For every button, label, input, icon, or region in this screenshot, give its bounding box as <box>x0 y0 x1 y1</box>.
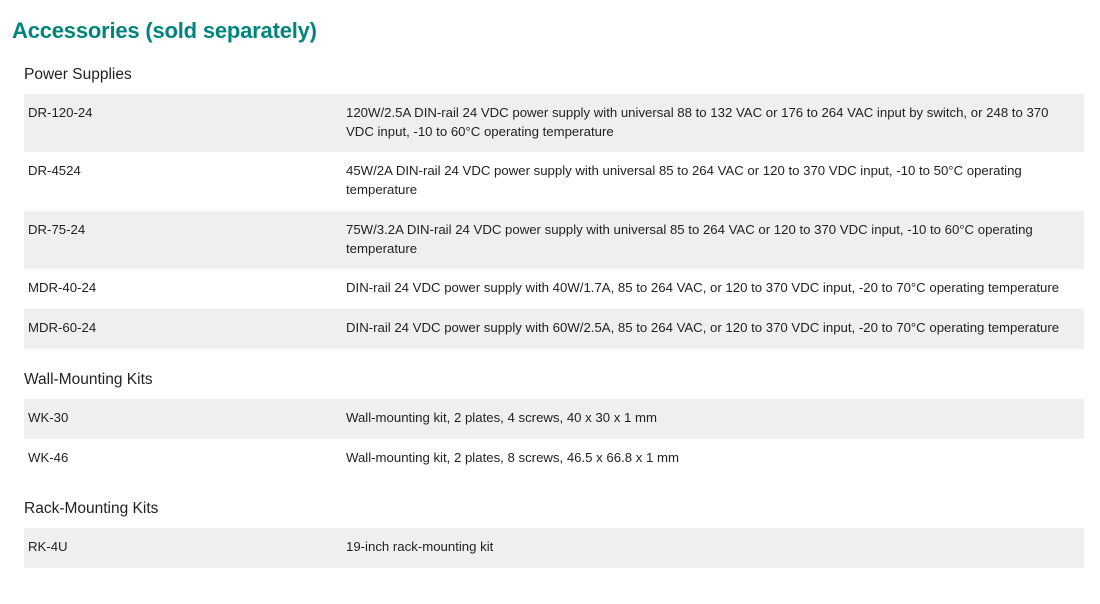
model-cell: DR-75-24 <box>24 211 334 269</box>
model-cell: MDR-40-24 <box>24 269 334 309</box>
model-cell: DR-120-24 <box>24 94 334 152</box>
accessories-page <box>0 18 1100 604</box>
page-title: Accessories (sold separately) <box>12 18 317 43</box>
section-power-supplies <box>0 66 1100 349</box>
description-cell: DIN-rail 24 VDC power supply with 40W/1.7A, 85 to 264 VAC, or 120 to 370 VDC input, -20 to 70°C operating temperature <box>334 269 1084 309</box>
description-cell: Wall-mounting kit, 2 plates, 8 screws, 46.5 x 66.8 x 1 mm <box>334 439 1084 479</box>
description-cell: 19-inch rack-mounting kit <box>334 528 1084 568</box>
table-row <box>24 399 1084 439</box>
section-heading: Rack-Mounting Kits <box>24 500 159 518</box>
section-heading: Wall-Mounting Kits <box>24 370 153 388</box>
table-row <box>24 528 1084 568</box>
model-cell: RK-4U <box>24 528 334 568</box>
description-cell: 75W/3.2A DIN-rail 24 VDC power supply with universal 85 to 264 VAC or 120 to 370 VDC input, -10 to 60°C operating temperature <box>334 211 1084 269</box>
accessories-table <box>24 94 1084 349</box>
model-cell: WK-46 <box>24 439 334 479</box>
model-cell: DR-4524 <box>24 152 334 210</box>
description-cell: 120W/2.5A DIN-rail 24 VDC power supply with universal 88 to 132 VAC or 176 to 264 VAC input by switch, or 248 to 370 VDC input, -10 to 60°C operating temperature <box>334 94 1084 152</box>
table-row <box>24 269 1084 309</box>
section-wall-mounting-kits <box>0 371 1100 478</box>
section-rack-mounting-kits <box>0 500 1100 568</box>
description-cell: DIN-rail 24 VDC power supply with 60W/2.5A, 85 to 264 VAC, or 120 to 370 VDC input, -20 to 70°C operating temperature <box>334 309 1084 349</box>
description-cell: 45W/2A DIN-rail 24 VDC power supply with universal 85 to 264 VAC or 120 to 370 VDC input, -10 to 50°C operating temperature <box>334 152 1084 210</box>
accessories-table <box>24 528 1084 568</box>
description-cell: Wall-mounting kit, 2 plates, 4 screws, 40 x 30 x 1 mm <box>334 399 1084 439</box>
table-row <box>24 152 1084 210</box>
table-row <box>24 94 1084 152</box>
accessories-table <box>24 399 1084 478</box>
table-row <box>24 439 1084 479</box>
model-cell: MDR-60-24 <box>24 309 334 349</box>
model-cell: WK-30 <box>24 399 334 439</box>
section-heading: Power Supplies <box>24 66 132 83</box>
table-row <box>24 211 1084 269</box>
table-row <box>24 309 1084 349</box>
